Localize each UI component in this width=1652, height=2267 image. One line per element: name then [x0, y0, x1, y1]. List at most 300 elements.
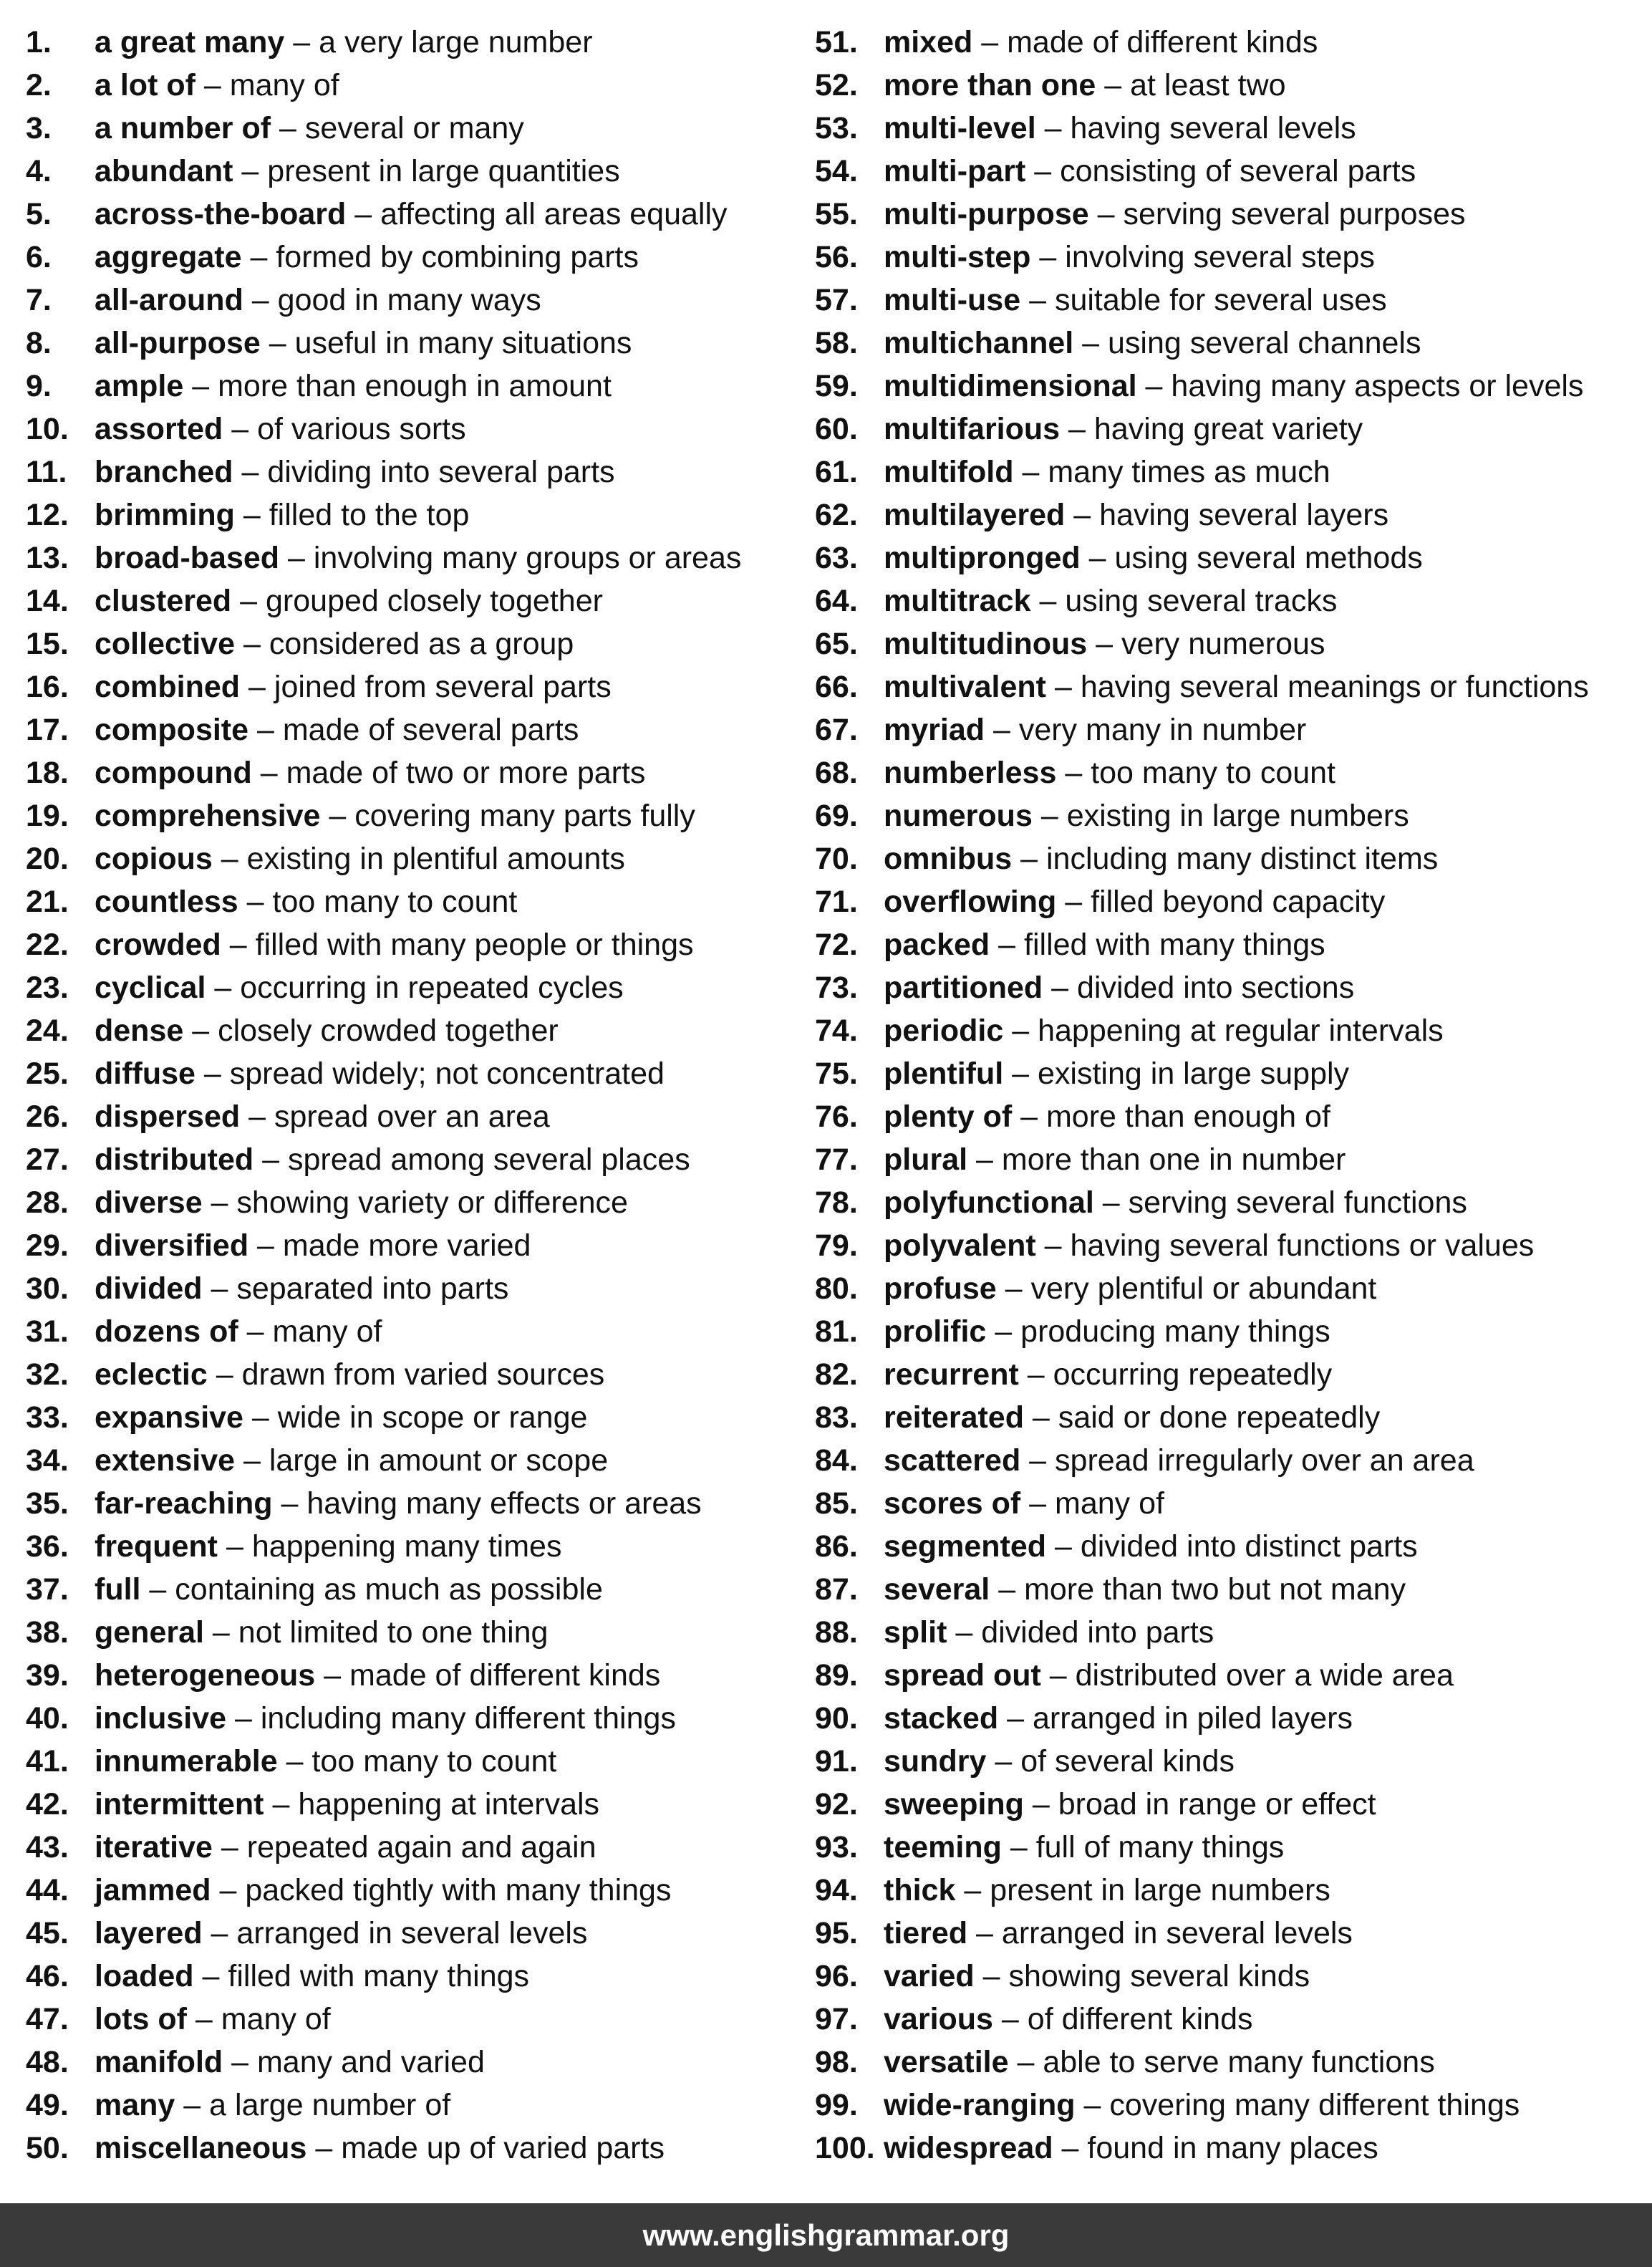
item-definition: existing in plentiful amounts: [246, 842, 625, 876]
item-term: versatile: [884, 2045, 1009, 2079]
item-separator: –: [272, 1486, 307, 1521]
item-term: compound: [95, 756, 252, 790]
item-number: 52.: [815, 68, 858, 102]
item-definition: arranged in piled layers: [1032, 1701, 1353, 1736]
item-separator: –: [248, 1228, 283, 1263]
list-item: [815, 1224, 1589, 1267]
item-number: 47.: [26, 2002, 69, 2036]
item-definition: suitable for several uses: [1054, 283, 1387, 317]
item-separator: –: [248, 713, 283, 747]
item-term: numberless: [884, 756, 1057, 790]
item-number: 1.: [26, 25, 52, 59]
item-number: 50.: [26, 2131, 69, 2165]
list-item: [26, 966, 741, 1009]
item-term: countless: [95, 885, 238, 919]
item-definition: showing several kinds: [1008, 1959, 1310, 1993]
item-number: 57.: [815, 283, 858, 317]
item-definition: including many distinct items: [1045, 842, 1439, 876]
item-term: innumerable: [95, 1744, 278, 1779]
item-separator: –: [271, 111, 305, 145]
list-item: [815, 322, 1589, 365]
item-term: a great many: [95, 25, 285, 59]
item-term: multi-part: [884, 154, 1026, 188]
list-item: [815, 1396, 1589, 1439]
list-item: [815, 1826, 1589, 1869]
list-item: [815, 1267, 1589, 1310]
list-item: [815, 1482, 1589, 1525]
item-term: diffuse: [95, 1057, 195, 1091]
item-definition: divided into sections: [1076, 971, 1355, 1005]
item-separator: –: [1060, 412, 1094, 446]
list-item: [26, 837, 741, 880]
item-number: 51.: [815, 25, 858, 59]
item-term: profuse: [884, 1271, 997, 1306]
item-number: 70.: [815, 842, 858, 876]
item-separator: –: [202, 1185, 237, 1220]
item-number: 8.: [26, 326, 52, 360]
item-number: 41.: [26, 1744, 69, 1779]
item-number: 2.: [26, 68, 52, 102]
list-item: [815, 880, 1589, 923]
list-item: [26, 708, 741, 751]
item-number: 97.: [815, 2002, 858, 2036]
item-separator: –: [223, 412, 258, 446]
list-item: [26, 1740, 741, 1783]
item-number: 29.: [26, 1228, 69, 1263]
item-definition: filled beyond capacity: [1091, 885, 1386, 919]
item-number: 38.: [26, 1615, 69, 1650]
item-definition: said or done repeatedly: [1058, 1400, 1381, 1435]
list-item: [26, 1869, 741, 1912]
item-separator: –: [251, 756, 286, 790]
item-definition: not limited to one thing: [238, 1615, 549, 1650]
item-definition: several or many: [304, 111, 524, 145]
item-number: 5.: [26, 197, 52, 231]
list-item: [815, 2084, 1589, 2127]
item-term: collective: [95, 627, 235, 661]
item-separator: –: [992, 2002, 1028, 2036]
list-item: [815, 1740, 1589, 1783]
item-separator: –: [233, 455, 268, 489]
item-number: 54.: [815, 154, 858, 188]
list-item: [815, 279, 1589, 322]
list-item: [815, 150, 1589, 193]
item-term: multichannel: [884, 326, 1074, 360]
list-item: [26, 451, 741, 494]
item-definition: consisting of several parts: [1060, 154, 1416, 188]
list-item: [815, 966, 1589, 1009]
item-definition: very many in number: [1018, 713, 1307, 747]
item-separator: –: [202, 1916, 237, 1950]
item-number: 7.: [26, 283, 52, 317]
item-definition: arranged in several levels: [236, 1916, 588, 1950]
item-number: 15.: [26, 627, 69, 661]
list-item: [815, 622, 1589, 665]
item-definition: affecting all areas equally: [380, 197, 728, 231]
item-number: 86.: [815, 1529, 858, 1564]
item-definition: made up of varied parts: [341, 2131, 665, 2165]
item-number: 33.: [26, 1400, 69, 1435]
item-number: 62.: [815, 498, 858, 532]
item-definition: many of: [229, 68, 339, 102]
item-separator: –: [221, 928, 256, 962]
item-term: packed: [884, 928, 990, 962]
item-definition: a very large number: [319, 25, 593, 59]
list-item: [26, 494, 741, 536]
item-definition: producing many things: [1020, 1314, 1330, 1349]
item-separator: –: [1023, 1787, 1058, 1821]
item-term: scattered: [884, 1443, 1021, 1478]
list-item: [815, 1353, 1589, 1396]
list-item: [26, 1396, 741, 1439]
item-number: 73.: [815, 971, 858, 1005]
item-term: comprehensive: [95, 799, 321, 833]
item-number: 74.: [815, 1014, 858, 1048]
item-number: 24.: [26, 1014, 69, 1048]
item-number: 18.: [26, 756, 69, 790]
item-term: various: [884, 2002, 993, 2036]
item-separator: –: [1012, 842, 1046, 876]
list-item: [26, 21, 741, 64]
item-number: 31.: [26, 1314, 69, 1349]
item-separator: –: [1020, 1443, 1056, 1478]
item-number: 11.: [26, 455, 67, 489]
item-number: 63.: [815, 541, 858, 575]
item-separator: –: [195, 68, 230, 102]
item-number: 27.: [26, 1142, 69, 1177]
item-definition: able to serve many functions: [1043, 2045, 1435, 2079]
item-number: 98.: [815, 2045, 858, 2079]
item-term: expansive: [95, 1400, 243, 1435]
item-definition: distributed over a wide area: [1075, 1658, 1454, 1693]
item-separator: –: [1093, 1185, 1129, 1220]
item-definition: more than one in number: [1001, 1142, 1346, 1177]
item-separator: –: [253, 1142, 288, 1177]
item-term: multi-use: [884, 283, 1021, 317]
item-number: 17.: [26, 713, 69, 747]
item-definition: considered as a group: [269, 627, 574, 661]
item-separator: –: [1030, 240, 1066, 274]
item-term: multitudinous: [884, 627, 1088, 661]
list-item: [815, 408, 1589, 451]
item-definition: many of: [221, 2002, 331, 2036]
item-separator: –: [1073, 326, 1108, 360]
item-definition: serving several purposes: [1123, 197, 1466, 231]
list-item: [26, 1052, 741, 1095]
item-term: brimming: [95, 498, 235, 532]
item-term: widespread: [884, 2131, 1053, 2165]
item-number: 79.: [815, 1228, 858, 1263]
list-item: [815, 1654, 1589, 1697]
item-term: dozens of: [95, 1314, 238, 1349]
item-separator: –: [212, 842, 247, 876]
item-number: 23.: [26, 971, 69, 1005]
list-item: [815, 751, 1589, 794]
item-term: clustered: [95, 584, 232, 618]
item-separator: –: [211, 1873, 246, 1907]
item-definition: existing in large numbers: [1066, 799, 1409, 833]
item-term: spread out: [884, 1658, 1041, 1693]
item-number: 90.: [815, 1701, 858, 1736]
item-definition: dividing into several parts: [267, 455, 615, 489]
item-definition: made more varied: [282, 1228, 531, 1263]
item-separator: –: [218, 1529, 252, 1564]
item-separator: –: [183, 1014, 218, 1048]
item-separator: –: [235, 1443, 269, 1478]
list-item: [26, 2041, 741, 2084]
item-separator: –: [990, 1572, 1025, 1607]
item-separator: –: [140, 1572, 175, 1607]
item-term: multilayered: [884, 498, 1066, 532]
item-term: more than one: [884, 68, 1096, 102]
list-item: [26, 622, 741, 665]
footer-bar: [0, 2203, 1652, 2267]
item-definition: full of many things: [1035, 1830, 1285, 1864]
item-term: overflowing: [884, 885, 1057, 919]
item-term: omnibus: [884, 842, 1013, 876]
list-item: [815, 1998, 1589, 2041]
item-definition: many and varied: [256, 2045, 485, 2079]
item-term: myriad: [884, 713, 985, 747]
list-item: [26, 150, 741, 193]
list-item: [26, 1826, 741, 1869]
item-separator: –: [193, 1959, 228, 1993]
item-definition: filled with many people or things: [255, 928, 694, 962]
item-term: recurrent: [884, 1357, 1019, 1392]
item-number: 66.: [815, 670, 858, 704]
item-definition: more than enough in amount: [218, 369, 612, 403]
item-definition: closely crowded together: [218, 1014, 559, 1048]
item-term: mixed: [884, 25, 973, 59]
item-number: 67.: [815, 713, 858, 747]
list-item: [815, 21, 1589, 64]
item-separator: –: [1035, 111, 1071, 145]
list-item: [815, 579, 1589, 622]
item-definition: broad in range or effect: [1058, 1787, 1376, 1821]
item-separator: –: [1003, 1014, 1038, 1048]
item-separator: –: [1030, 584, 1066, 618]
item-definition: many of: [1055, 1486, 1164, 1521]
list-item: [26, 365, 741, 408]
item-definition: formed by combining parts: [276, 240, 639, 274]
item-term: multipronged: [884, 541, 1081, 575]
item-term: plentiful: [884, 1057, 1004, 1091]
item-separator: –: [1008, 2045, 1043, 2079]
list-item: [26, 665, 741, 708]
item-definition: many times as much: [1048, 455, 1330, 489]
item-definition: arranged in several levels: [1001, 1916, 1353, 1950]
list-item: [815, 1439, 1589, 1482]
item-term: multifarious: [884, 412, 1061, 446]
list-item: [26, 1912, 741, 1955]
item-definition: grouped closely together: [266, 584, 603, 618]
list-item: [26, 1654, 741, 1697]
list-item: [815, 1525, 1589, 1568]
item-term: intermittent: [95, 1787, 264, 1821]
item-definition: spread irregularly over an area: [1055, 1443, 1474, 1478]
item-number: 56.: [815, 240, 858, 274]
item-definition: found in many places: [1087, 2131, 1378, 2165]
item-separator: –: [306, 2131, 342, 2165]
item-term: varied: [884, 1959, 975, 1993]
item-number: 81.: [815, 1314, 858, 1349]
item-term: numerous: [884, 799, 1033, 833]
list-item: [26, 1310, 741, 1353]
list-item: [815, 1955, 1589, 1998]
item-term: far-reaching: [95, 1486, 273, 1521]
item-term: multi-purpose: [884, 197, 1089, 231]
item-definition: covering many different things: [1109, 2088, 1520, 2122]
item-definition: a large number of: [209, 2088, 451, 2122]
list-item: [26, 1181, 741, 1224]
item-separator: –: [238, 1314, 273, 1349]
item-term: across-the-board: [95, 197, 347, 231]
item-number: 21.: [26, 885, 69, 919]
item-definition: separated into parts: [236, 1271, 509, 1306]
item-term: layered: [95, 1916, 203, 1950]
item-separator: –: [243, 283, 278, 317]
item-separator: –: [243, 1400, 278, 1435]
list-item: [26, 1697, 741, 1740]
item-number: 28.: [26, 1185, 69, 1220]
item-number: 32.: [26, 1357, 69, 1392]
item-separator: –: [1020, 1486, 1056, 1521]
item-term: multi-step: [884, 240, 1031, 274]
item-definition: many of: [272, 1314, 382, 1349]
item-number: 76.: [815, 1099, 858, 1134]
item-number: 14.: [26, 584, 69, 618]
item-term: jammed: [95, 1873, 211, 1907]
list-item: [26, 193, 741, 236]
item-term: prolific: [884, 1314, 987, 1349]
item-term: ample: [95, 369, 184, 403]
item-number: 4.: [26, 154, 52, 188]
item-term: cyclical: [95, 971, 206, 1005]
item-definition: using several channels: [1108, 326, 1421, 360]
item-definition: of several kinds: [1020, 1744, 1235, 1779]
item-number: 95.: [815, 1916, 858, 1950]
list-item: [815, 1052, 1589, 1095]
item-number: 39.: [26, 1658, 69, 1693]
list-item: [815, 236, 1589, 279]
item-separator: –: [240, 670, 274, 704]
item-term: manifold: [95, 2045, 223, 2079]
item-definition: happening at intervals: [298, 1787, 600, 1821]
item-definition: repeated again and again: [246, 1830, 596, 1864]
item-term: periodic: [884, 1014, 1004, 1048]
list-item: [26, 579, 741, 622]
item-term: assorted: [95, 412, 223, 446]
list-item: [815, 665, 1589, 708]
item-definition: made of different kinds: [1007, 25, 1318, 59]
item-number: 82.: [815, 1357, 858, 1392]
item-definition: filled to the top: [269, 498, 470, 532]
item-number: 89.: [815, 1658, 858, 1693]
item-definition: more than enough of: [1045, 1099, 1330, 1134]
item-definition: having many aspects or levels: [1171, 369, 1584, 403]
item-number: 84.: [815, 1443, 858, 1478]
item-number: 13.: [26, 541, 69, 575]
item-term: multidimensional: [884, 369, 1137, 403]
item-definition: made of two or more parts: [286, 756, 646, 790]
item-separator: –: [1088, 197, 1124, 231]
item-term: miscellaneous: [95, 2131, 307, 2165]
item-separator: –: [947, 1615, 982, 1650]
item-number: 53.: [815, 111, 858, 145]
item-separator: –: [260, 326, 295, 360]
list-item: [815, 1568, 1589, 1611]
list-item: [815, 1181, 1589, 1224]
item-number: 71.: [815, 885, 858, 919]
item-separator: –: [235, 627, 269, 661]
item-term: extensive: [95, 1443, 236, 1478]
item-number: 42.: [26, 1787, 69, 1821]
list-item: [26, 1095, 741, 1138]
item-separator: –: [967, 1142, 1002, 1177]
item-number: 96.: [815, 1959, 858, 1993]
list-item: [815, 837, 1589, 880]
item-term: reiterated: [884, 1400, 1024, 1435]
item-number: 16.: [26, 670, 69, 704]
item-definition: good in many ways: [277, 283, 541, 317]
item-definition: packed tightly with many things: [245, 1873, 672, 1907]
item-definition: involving several steps: [1065, 240, 1375, 274]
list-item: [26, 2084, 741, 2127]
item-separator: –: [241, 240, 276, 274]
item-number: 80.: [815, 1271, 858, 1306]
list-item: [815, 1783, 1589, 1826]
item-term: all-around: [95, 283, 243, 317]
item-definition: covering many parts fully: [354, 799, 695, 833]
item-separator: –: [284, 25, 319, 59]
item-number: 9.: [26, 369, 52, 403]
item-definition: too many to count: [272, 885, 518, 919]
right-column: [815, 21, 1589, 2170]
item-definition: made of different kinds: [349, 1658, 661, 1693]
item-definition: of different kinds: [1027, 2002, 1253, 2036]
item-number: 49.: [26, 2088, 69, 2122]
item-separator: –: [1075, 2088, 1110, 2122]
list-item: [26, 880, 741, 923]
item-number: 68.: [815, 756, 858, 790]
item-number: 99.: [815, 2088, 858, 2122]
item-separator: –: [320, 799, 355, 833]
item-separator: –: [986, 1744, 1021, 1779]
item-definition: happening at regular intervals: [1038, 1014, 1444, 1048]
item-term: dispersed: [95, 1099, 241, 1134]
item-definition: divided into parts: [981, 1615, 1214, 1650]
item-term: many: [95, 2088, 175, 2122]
list-item: [815, 2041, 1589, 2084]
item-separator: –: [233, 154, 268, 188]
item-number: 43.: [26, 1830, 69, 1864]
item-term: general: [95, 1615, 204, 1650]
item-number: 46.: [26, 1959, 69, 1993]
item-number: 44.: [26, 1873, 69, 1907]
item-number: 34.: [26, 1443, 69, 1478]
item-separator: –: [1046, 670, 1081, 704]
item-term: diverse: [95, 1185, 203, 1220]
item-definition: serving several functions: [1128, 1185, 1467, 1220]
footer-website: www.englishgrammar.org: [642, 2218, 1010, 2252]
item-term: all-purpose: [95, 326, 261, 360]
item-definition: filled with many things: [1024, 928, 1325, 962]
item-definition: very plentiful or abundant: [1030, 1271, 1377, 1306]
list-item: [815, 107, 1589, 150]
item-number: 30.: [26, 1271, 69, 1306]
item-number: 92.: [815, 1787, 858, 1821]
item-definition: containing as much as possible: [175, 1572, 603, 1607]
